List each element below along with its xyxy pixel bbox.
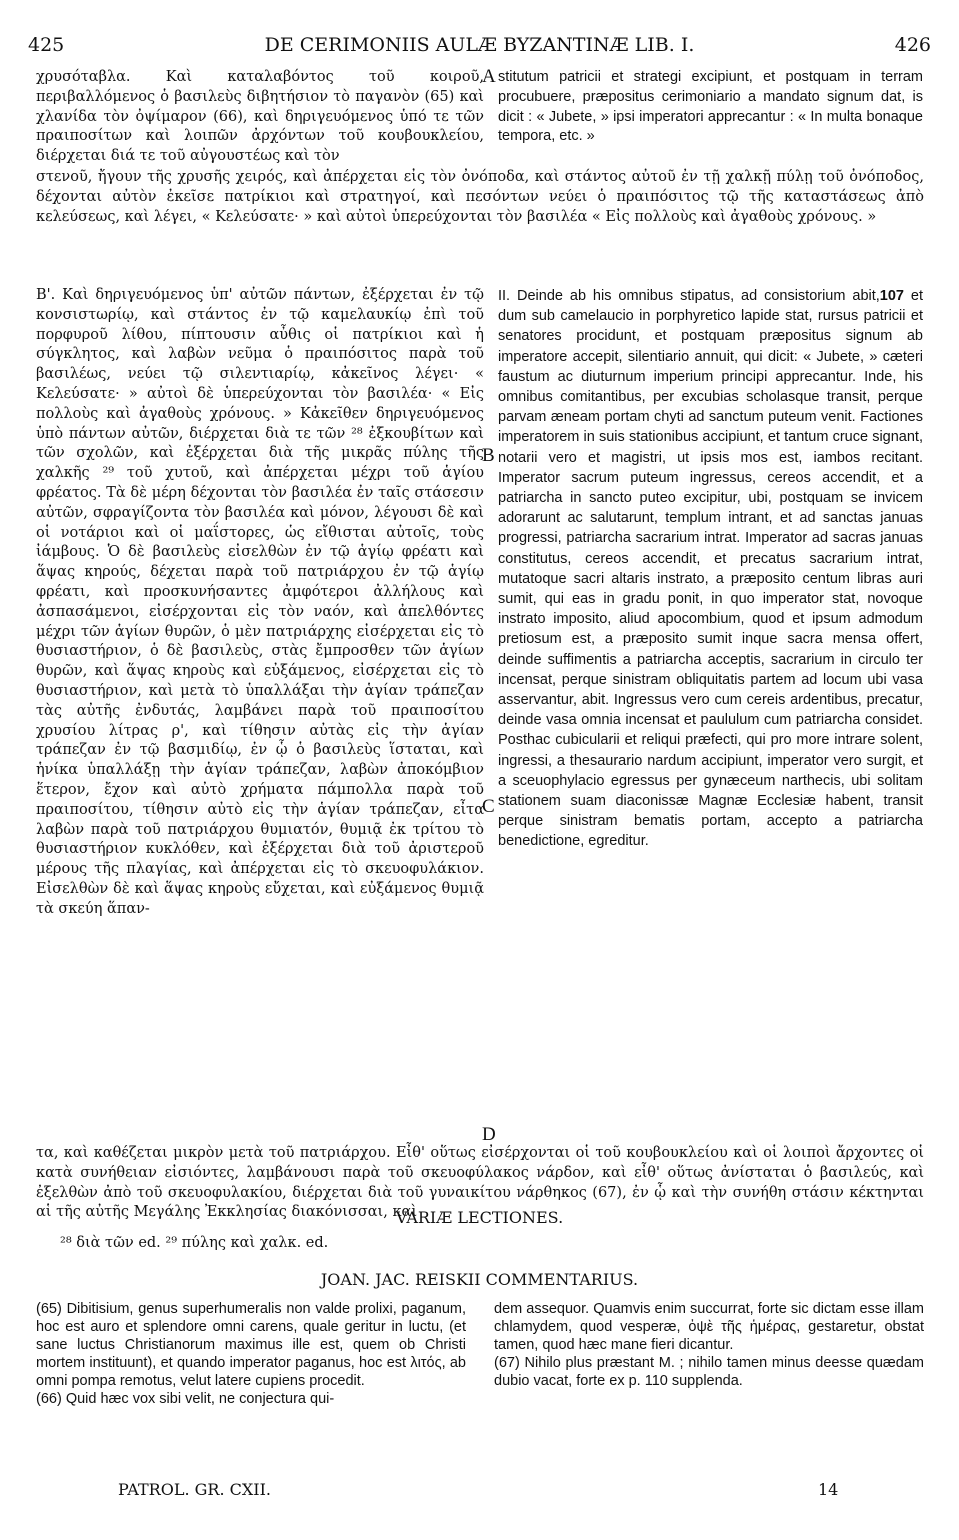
commentary-note: (66) Quid hæc vox sibi velit, ne conjectura qui- <box>36 1391 335 1407</box>
greek-text-bottom: τα, καὶ καθέζεται μικρὸν μετὰ τοῦ πατριάρχου. Εἶθ' οὕτως εἰσέρχονται οἱ τοῦ κουβουκλείου καὶ οἱ λοιποὶ ἄρχοντες οἱ κατὰ συνήθειαν εἰσιόντες, λαμβάνουσι παρὰ τοῦ σκευοφύλακος νάρδον, καὶ εἶθ' οὕτως ἀνίσταται ὁ βασιλεύς, καὶ ἐξελθὼν ἀπὸ τοῦ σκευοφυλακίου, διέρχεται διὰ τοῦ γυναικίτου νάρθηκος (67), ἐν ᾧ καὶ τὴν συνήθη στάσιν κέκτηνται αἱ τῆς αὐτῆς Μεγάλης Ἐκκλησίας διακόνισσαι, καὶ <box>36 1145 924 1221</box>
page-number-right: 426 <box>894 34 931 56</box>
commentary-note: (65) Dibitisium, genus superhumeralis non valde prolixi, paganum, hoc est auro et splendore omni carens, quale geritur in luctu, (et sane luctus Christianorum maximus ille est, quem ob Christi mortem instituunt), et quando imperator paganus, hoc est λιτός, ab omni pompa remotus, velut latere cupiens procedit. <box>36 1301 466 1389</box>
greek-text-main: Β'. Καὶ δηριγευόμενος ὑπ' αὐτῶν πάντων, ἐξέρχεται ἐν τῷ κονσιστωρίῳ, καὶ στάντος ἐν τῷ καμελαυκίῳ ἐπὶ τοῦ πορφυροῦ λίθου, πίπτουσιν αὖθις οἱ πατρίκιοι καὶ ἡ σύγκλητος, καὶ λαβὼν νεῦμα ὁ πραιπόσιτος παρὰ τοῦ βασιλέως, νεύει τῷ σιλεντιαρίῳ, κἀκεῖνος λέγει· « Κελεύσατε· » αὐτοὶ δὲ ὑπερεύχονται τὸν βασιλέα· « Εἰς πολλοὺς καὶ ἀγαθοὺς χρόνους. » Κἀκεῖθεν δηριγευόμενος ὑπὸ πάντων αὐτῶν, διέρχεται διὰ τε τῶν ²⁸ ἐξκουβίτων καὶ τῶν σχολῶν, καὶ ἐξέρχεται διὰ τῆς μικρᾶς πύλης τῆς χαλκῆς ²⁹ τοῦ χυτοῦ, καὶ ἀπέρχεται μέχρι τοῦ ἁγίου φρέατος. Τὰ δὲ μέρη δέχονται τὸν βασιλέα ἐν ταῖς στάσεσιν αὐτῶν, σφραγίζοντα τὸν βασιλέα καὶ μόνον, λέγουσι δὲ καὶ οἱ νοτάριοι καὶ οἱ μαΐστορες, ὡς εἴθισται αὐτοῖς, τοὺς ἰάμβους. Ὁ δὲ βασιλεὺς εἰσελθὼν ἐν τῷ ἁγίῳ φρέατι καὶ ἅψας κηρούς, δέχεται παρὰ τοῦ πατριάρχου ἐν τῷ ἁγίῳ φρέατι, καὶ προσκυνήσαντες ἀμφότεροι ἀλλήλους καὶ ἀσπασάμενοι, εἰσέρχονται εἰς τὸν ναόν, καὶ ἀπελθόντες μέχρι τῶν ἁγίων θυρῶν, ὁ μὲν πατριάρχης εἰσέρχεται εἰς τὸ θυσιαστήριον, ὁ δὲ βασιλεὺς, στὰς ἔμπροσθεν τῶν ἁγίων θυρῶν, καὶ ἅψας κηροὺς καὶ εὐξάμενος, εἰσέρχεται εἰς τὸ θυσιαστήριον, καὶ μετὰ τὸ ὑπαλλάξαι τὴν ἁγίαν τράπεζαν τὰς αὐτῆς ἐνδυτάς, λαμβάνει παρὰ τοῦ πραιποσίτου χρυσίου λίτρας ρ', καὶ τίθησιν αὐτὰς εἰς τὴν ἁγίαν τράπεζαν ἐν τῷ βασμιδίῳ, ἐν ᾧ ὁ βασιλεὺς ἵσταται, καὶ ἡνίκα ὑπαλλάξῃ τὴν ἁγίαν τράπεζαν, λαβὼν ἀποκόμβιον ἕτερον, ἔχον καὶ αὐτὸ χρήματα πάμπολλα παρὰ τοῦ πραιποσίτου, τίθησιν αὐτὸ εἰς τὴν ἁγίαν τράπεζαν, εἶτα λαβὼν παρὰ τοῦ πατριάρχου θυμιατόν, θυμιᾷ ἐκ τρίτου τὸ θυσιαστήριον κυκλόθεν, καὶ ἐξέρχεται διὰ τοῦ ἀριστεροῦ μέρους τῆς πλαγίας, καὶ ἀπέρχεται εἰς τὸ σκευοφυλάκιον. Εἰσελθὼν δὲ καὶ ἅψας κηροὺς εὔχεται, καὶ εὐξάμενος θυμιᾷ τὰ σκεύη ἅπαν- <box>36 287 484 917</box>
margin-letter-d: D <box>482 1124 496 1145</box>
commentary-left <box>36 1300 466 1408</box>
footer-right: 14 <box>818 1480 839 1499</box>
commentary-note: (67) Nihilo plus præstant M. ; nihilo tamen minus deesse quædam dubio vacat, forte ex p. 110 supplenda. <box>494 1355 924 1389</box>
footer-left: PATROL. GR. CXII. <box>118 1480 271 1499</box>
latin-main-b: et dum sub camelaucio in porphyretico lapide stat, rursus patricii et senatores procidunt, et postquam præpositus signum ab imperatore accepit, silentiario annuit, qui dicit: « Jubete, » cæteri faustum ac diuturnum imperium principi apprecantur. Inde, his omnibus comitantibus, per excubias scholasque transit, perque parvam æneam portam chyti ad sanctum puteum venit. Factiones imperatorem in suis stationibus accipiunt, et tantum cruce signant, notarii vero et magistri, ut ipsis mos est, iambos recitant. Imperator sacrum puteum ingressus, cereos accendit, et a patriarcha in sancto puteo excipitur, ubi, postquam se invicem adorarunt ac salutarunt, templum intrant, et ad sanctas januas progressi, patriarcha sacrarium intrat. Imperator ad sacras januas constitutus, cereos accendit, et precatus sacrarium intrat, mutatoque sacri altaris instrato, a præposito centum libras auri sumit, qui eas in gradu ponit, in quo imperator stat, novoque instrato imposito, aliud apocombium, quod et ipsum admodum pretiosum est, a præposito sumit inque sacra mensa offert, deinde suffimentis a patriarcha acceptis, sacrarium in circulo ter incensat, perque sinistram obliquitatis partem ad locum ubi vasa asservantur, abit. Ingressus vero cum cereis ardentibus, precatur, deinde vasa omnia incensat et paululum cum patriarcha considet. Posthac cubicularii et reliqui præfecti, qui pro more intrare solent, ingressi, a thesaurario nardum accipiunt, imperator vero surgit, et a sceuophylacio egressus per gynæceum narthecis, ubi solitam stationem suam diaconissæ Magnæ Ecclesiæ habent, transit perque sinistram bematis portam, accepto a patriarcha benedictione, egreditur. <box>498 288 923 850</box>
margin-letter-c: C <box>482 796 495 817</box>
commentary-note: dem assequor. Quamvis enim succurrat, forte sic dictam esse illam chlamydem, quod vesperæ, ὀψὲ τῆς ἡμέρας, gestaretur, obstat tamen, quod hæc mane fieri dicantur. <box>494 1301 924 1353</box>
commentary-right <box>494 1300 924 1390</box>
commentary-title: JOAN. JAC. REISKII COMMENTARIUS. <box>320 1270 639 1289</box>
variae-text: ²⁸ διὰ τῶν ed. ²⁹ πύλης καὶ χαλκ. ed. <box>60 1235 329 1251</box>
margin-letter-a: A <box>482 66 496 87</box>
page-number-left: 425 <box>28 34 65 56</box>
latin-main-a: II. Deinde ab his omnibus stipatus, ad consistorium abit, <box>498 288 880 304</box>
latin-text-top: stitutum patricii et strategi excipiunt, et postquam in terram procubuere, præpositus cerimoniario a mandato signum dat, is dicit : « Jubete, » ipsi imperatori apprecantur : « In multa bonaque tempora, etc. » <box>498 69 923 145</box>
variae-title: VARIÆ LECTIONES. <box>395 1208 564 1227</box>
page-header <box>28 34 931 58</box>
greek-text-wide: στενοῦ, ἤγουν τῆς χρυσῆς χειρός, καὶ ἀπέρχεται εἰς τὸν ὀνόποδα, καὶ στάντος αὐτοῦ ἐν τῇ χαλκῇ πύλῃ τοῦ ὀνόποδος, δέχονται αὐτὸν ἐκεῖσε πατρίκιοι καὶ στρατηγοί, καὶ πεσόντων νεύει ὁ πραιπόσιτος τῷ τῆς καταστάσεως ἀπὸ κελεύσεως, καὶ λέγει, « Κελεύσατε· » καὶ αὐτοὶ ὑπερεύχονται τὸν βασιλέα « Εἰς πολλοὺς καὶ ἀγαθοὺς χρόνους. » <box>36 169 924 225</box>
margin-letter-b: B <box>482 445 495 466</box>
latin-text-main <box>498 286 923 852</box>
running-title: DE CERIMONIIS AULÆ BYZANTINÆ LIB. I. <box>264 34 695 56</box>
column-number: 107 <box>879 288 904 304</box>
greek-text-top: χρυσόταβλα. Καὶ καταλαβόντος τοῦ κοιροῦ, περιβαλλόμενος ὁ βασιλεὺς διβητήσιον τὸ παγανὸν (65) καὶ χλανίδα τὸν ὀψίμαρον (66), καὶ δηριγευόμενος ὑπό τε τῶν πραιποσίτων καὶ λοιπῶν ἀρχόντων τοῦ κουβουκλείου, διέρχεται διά τε τοῦ αὐγουστέως καὶ τὸν <box>36 69 484 165</box>
